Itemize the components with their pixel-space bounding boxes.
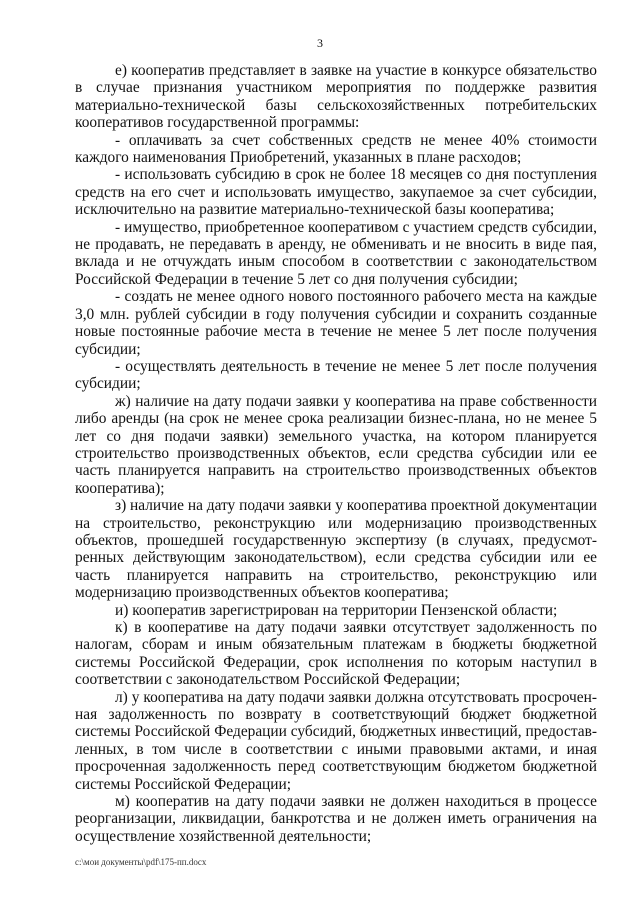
paragraph-subitem-jobs: - создать не менее одного нового постоянного рабочего места на каждые 3,0 млн. рублей субсидии в году получения субсидии и сохранить созданные новые постоянные рабочие места в течение не менее 5 лет после получения субсидии;: [75, 288, 597, 358]
paragraph-item-zh: ж) наличие на дату подачи заявки у кооператива на праве собственности либо аренды (на срок не менее срока реализации бизнес-плана, но не менее 5 лет со дня подачи заявки) земельного участка, на котором планируется строительство производственных объектов, если средства субсидии или ее часть планируется направить на строительство производственных объектов кооператива);: [75, 392, 597, 497]
paragraph-subitem-subsidy-use: - использовать субсидию в срок не более 18 месяцев со дня поступления средств на его счет и использовать имущество, закупаемое за счет субсидии, исключительно на развитие материально-технической базы кооператива;: [75, 166, 597, 219]
paragraph-item-l: л) у кооператива на дату подачи заявки должна отсутствовать просроченная задолженность по возврату в соответствующий бюджет бюджетной системы Российской Федерации субсидий, бюджетных инвестиций, предоставленных, в том числе в соответствии с иными правовыми актами, и иная просроченная задолженность перед соответствующим бюджетом бюджетной системы Российской Федерации;: [75, 688, 597, 793]
paragraph-item-z: з) наличие на дату подачи заявки у кооператива проектной документации на строительство, реконструкцию или модернизацию производственных объектов, прошедшей государственную экспертизу (в случаях, предусмотренных действующим законодательством), если средства субсидии или ее часть планируется направить на строительство, реконструкцию или модернизацию производственных объектов кооператива;: [75, 497, 597, 602]
paragraph-item-m: м) кооператив на дату подачи заявки не должен находиться в процессе реорганизации, ликвидации, банкротства и не должен иметь ограничения на осуществление хозяйственной деятельности;: [75, 793, 597, 845]
paragraph-item-e: е) кооператив представляет в заявке на участие в конкурсе обязательство в случае признания участником мероприятия по поддержке развития материально-технической базы сельскохозяйственных потребительских кооперативов государственной программы:: [75, 62, 597, 132]
page-number: 3: [317, 36, 323, 50]
paragraph-item-i: и) кооператив зарегистрирован на территории Пензенской области;: [115, 601, 558, 619]
paragraph-subitem-activity: - осуществлять деятельность в течение не менее 5 лет после получения субсидии;: [75, 357, 597, 393]
paragraph-item-k: к) в кооперативе на дату подачи заявки отсутствует задолженность по налогам, сборам и иным обязательным платежам в бюджеты бюджетной системы Российской Федерации, срок исполнения по которым наступил в соответствии с законодательством Российской Федерации;: [75, 619, 597, 689]
footer-file-path: c:\мои документы\pdf\175-пп.docx: [75, 857, 207, 867]
paragraph-subitem-own-funds: - оплачивать за счет собственных средств не менее 40% стоимости каждого наименования Приобретений, указанных в плане расходов;: [75, 131, 597, 167]
document-body: [75, 62, 597, 845]
paragraph-subitem-property: - имущество, приобретенное кооперативом с участием средств субсидии, не продавать, не передавать в аренду, не обменивать и не вносить в виде пая, вклада и не отчуждать иным способом в соответствии с законодательством Российской Федерации в течение 5 лет со дня получения субсидии;: [75, 218, 597, 288]
